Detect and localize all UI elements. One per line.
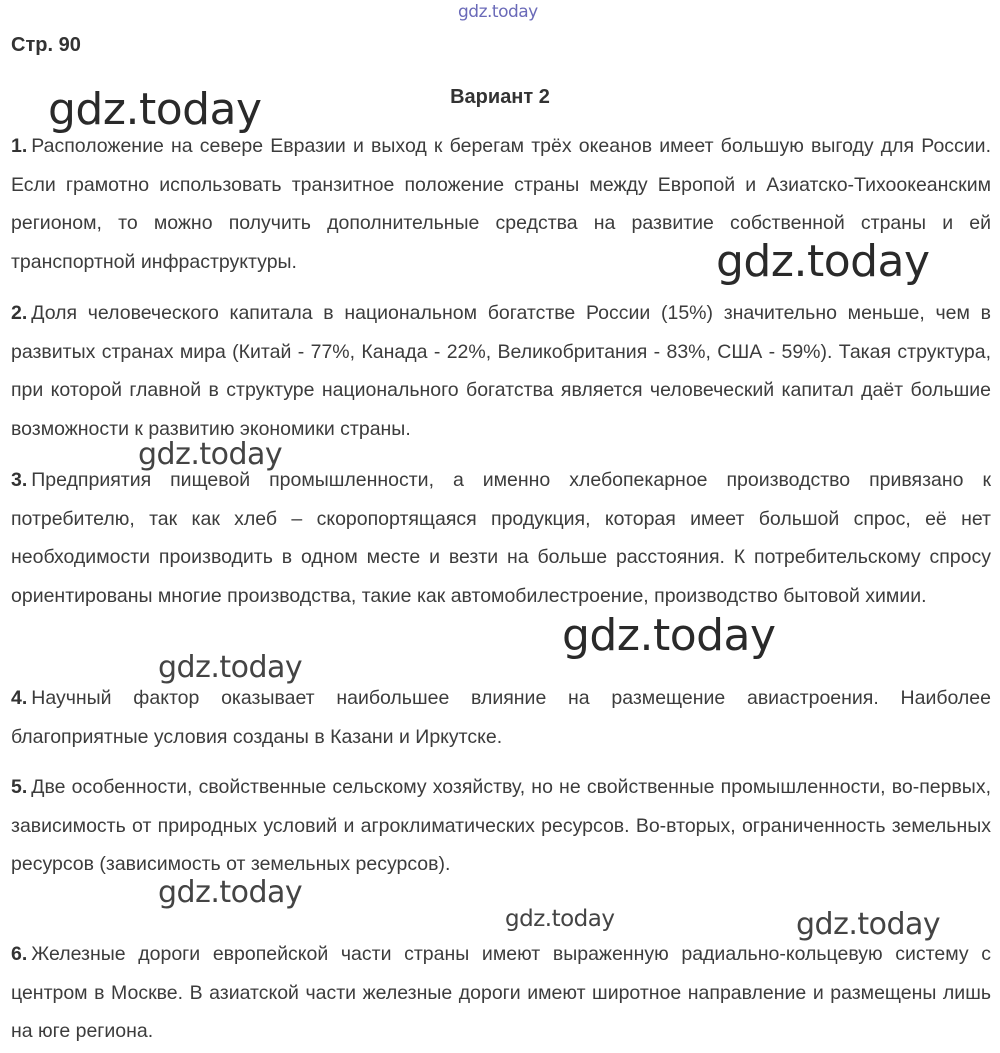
page-number-label: Стр. 90 bbox=[11, 34, 81, 56]
answer-5 bbox=[11, 768, 991, 884]
watermark-small-4: gdz.today bbox=[505, 906, 615, 932]
answer-4-text: Научный фактор оказывает наибольшее влияние на размещение авиастроения. Наиболее благоприятные условия созданы в Казани и Иркутске. bbox=[11, 687, 991, 748]
answer-5-number: 5. bbox=[11, 776, 28, 798]
answer-4-number: 4. bbox=[11, 687, 28, 709]
variant-title: Вариант 2 bbox=[450, 86, 550, 108]
answer-4 bbox=[11, 679, 991, 756]
answer-1-number: 1. bbox=[11, 135, 28, 157]
answer-2-text: Доля человеческого капитала в национальном богатстве России (15%) значительно меньше, чем в развитых странах мира (Китай - 77%, Канада - 22%, Великобритания - 83%, США - 59%). Такая структура, при которой главной в структуре национального богатства является человеческий капитал даёт большие возможности к развитию экономики страны. bbox=[11, 302, 991, 440]
answer-6-number: 6. bbox=[11, 943, 28, 965]
watermark-large-1: gdz.today bbox=[48, 84, 262, 135]
watermark-large-2: gdz.today bbox=[716, 236, 930, 287]
answer-2 bbox=[11, 294, 991, 448]
answer-2-number: 2. bbox=[11, 302, 28, 324]
answer-5-text: Две особенности, свойственные сельскому хозяйству, но не свойственные промышленности, во-первых, зависимость от природных условий и агроклиматических ресурсов. Во-вторых, ограниченность земельных ресурсов (зависимость от земельных ресурсов). bbox=[11, 776, 991, 875]
answer-3-text: Предприятия пищевой промышленности, а именно хлебопекарное производство привязано к потребителю, так как хлеб – скоропортящаяся продукция, которая имеет большой спрос, её нет необходимости производить в одном месте и везти на больше расстояния. К потребительскому спросу ориентированы многие производства, такие как автомобилестроение, производство бытовой химии. bbox=[11, 469, 991, 607]
watermark-small-5: gdz.today bbox=[796, 907, 941, 942]
watermark-top: gdz.today bbox=[458, 2, 538, 22]
answer-1-text: Расположение на севере Евразии и выход к берегам трёх океанов имеет большую выгоду для России. Если грамотно использовать транзитное положение страны между Европой и Азиатско-Тихоокеанским регионом, то можно получить дополнительные средства на развитие собственной страны и ей транспортной инфраструктуры. bbox=[11, 135, 991, 273]
answer-3-number: 3. bbox=[11, 469, 28, 491]
answer-3 bbox=[11, 461, 991, 615]
answer-6-text: Железные дороги европейской части страны имеют выраженную радиально-кольцевую систему с центром в Москве. В азиатской части железные дороги имеют широтное направление и размещены лишь на юге региона. bbox=[11, 943, 991, 1042]
watermark-large-3: gdz.today bbox=[562, 610, 776, 661]
answer-6 bbox=[11, 935, 991, 1051]
watermark-small-2: gdz.today bbox=[158, 650, 303, 685]
watermark-small-3: gdz.today bbox=[158, 875, 303, 910]
watermark-small-1: gdz.today bbox=[138, 437, 283, 472]
